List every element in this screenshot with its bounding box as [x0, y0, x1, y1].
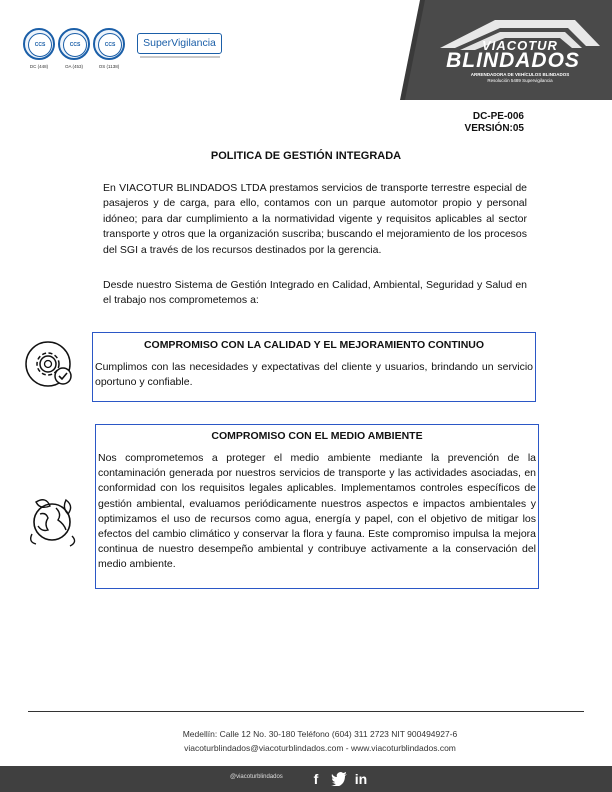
quality-commitment-box: [92, 332, 536, 402]
page-title: POLITICA DE GESTIÓN INTEGRADA: [210, 150, 402, 162]
supervigilancia-caption-line: [140, 56, 220, 58]
brand-subtitle: ARRENDADORA DE VEHÍCULOS BLINDADOS: [470, 72, 570, 77]
document-version: VERSIÓN:05: [464, 123, 524, 134]
document-code: DC-PE-006: [472, 111, 524, 122]
social-handle: @viacoturblindados: [230, 774, 283, 780]
environment-commitment-box: [95, 424, 539, 589]
cert-seal-oa: [58, 28, 90, 60]
intro-paragraph: En VIACOTUR BLINDADOS LTDA prestamos servicios de transporte terrestre especial de pasajeros y de carga, para ello, contamos con un parque automotor propio y personal idóneo; para dar cumplimiento a la normatividad vigente y requisitos aplicables al sector transporte y otros que la organización suscriba; buscando el mejoramiento de los procesos del SGI a través de los recursos destinados por la gerencia.: [103, 182, 527, 256]
footer-social-bar: [0, 766, 612, 792]
cert-caption: DC (448): [29, 64, 49, 69]
globe-leaf-icon: [26, 492, 82, 555]
footer-contact: viacoturblindados@viacoturblindados.com - www.viacoturblindados.com: [184, 743, 456, 753]
brand-logo: [400, 0, 612, 100]
cert-seal-mark: CCS: [63, 33, 87, 57]
facebook-icon[interactable]: f: [313, 771, 319, 787]
environment-commitment-heading: COMPROMISO CON EL MEDIO AMBIENTE: [211, 430, 423, 442]
supervigilancia-logo: SuperVigilancia: [137, 33, 222, 54]
cert-seal-mark: CCS: [28, 33, 52, 57]
cert-caption: OA (453): [64, 64, 83, 69]
brand-name-main: BLINDADOS: [446, 49, 580, 72]
brand-name-top: VIACOTUR: [482, 38, 558, 53]
twitter-icon[interactable]: [331, 770, 347, 788]
quality-commitment-text: Cumplimos con las necesidades y expectativas del cliente y usuarios, brindando un servicio oportuno y confiable.: [95, 361, 533, 389]
scope-paragraph: Desde nuestro Sistema de Gestión Integrado en Calidad, Ambiental, Seguridad y Salud en el trabajo nos comprometemos a:: [103, 279, 527, 307]
quality-commitment-heading: COMPROMISO CON LA CALIDAD Y EL MEJORAMIENTO CONTINUO: [143, 339, 485, 351]
footer-address: Medellín: Calle 12 No. 30-180 Teléfono (604) 311 2723 NIT 900494927-6: [182, 729, 458, 739]
linkedin-icon[interactable]: in: [354, 771, 368, 787]
cert-caption: OS (1138): [98, 64, 120, 69]
gear-check-icon: [24, 338, 76, 397]
footer-divider: [28, 711, 584, 712]
environment-commitment-text: Nos comprometemos a proteger el medio ambiente mediante la prevención de la contaminación generada por nuestros servicios de transporte y las actividades asociadas, en conformidad con los requisitos legales aplicables. Implementamos controles específicos de gestión ambiental, evaluamos periódicamente nuestros aspectos e impactos ambientales y optimizamos el uso de recursos como agua, energía y papel, con el objetivo de mitigar los efectos del cambio climático y conservar la flora y fauna. Este compromiso impulsa la mejora continua de nuestro desempeño ambiental y contribuye activamente a la conservación del medio ambiente.: [98, 452, 536, 571]
brand-resolution: Resolución 5489 Supervigilancia: [487, 78, 553, 83]
cert-seal-mark: CCS: [98, 33, 122, 57]
cert-seal-os: [93, 28, 125, 60]
cert-seal-dc: [23, 28, 55, 60]
